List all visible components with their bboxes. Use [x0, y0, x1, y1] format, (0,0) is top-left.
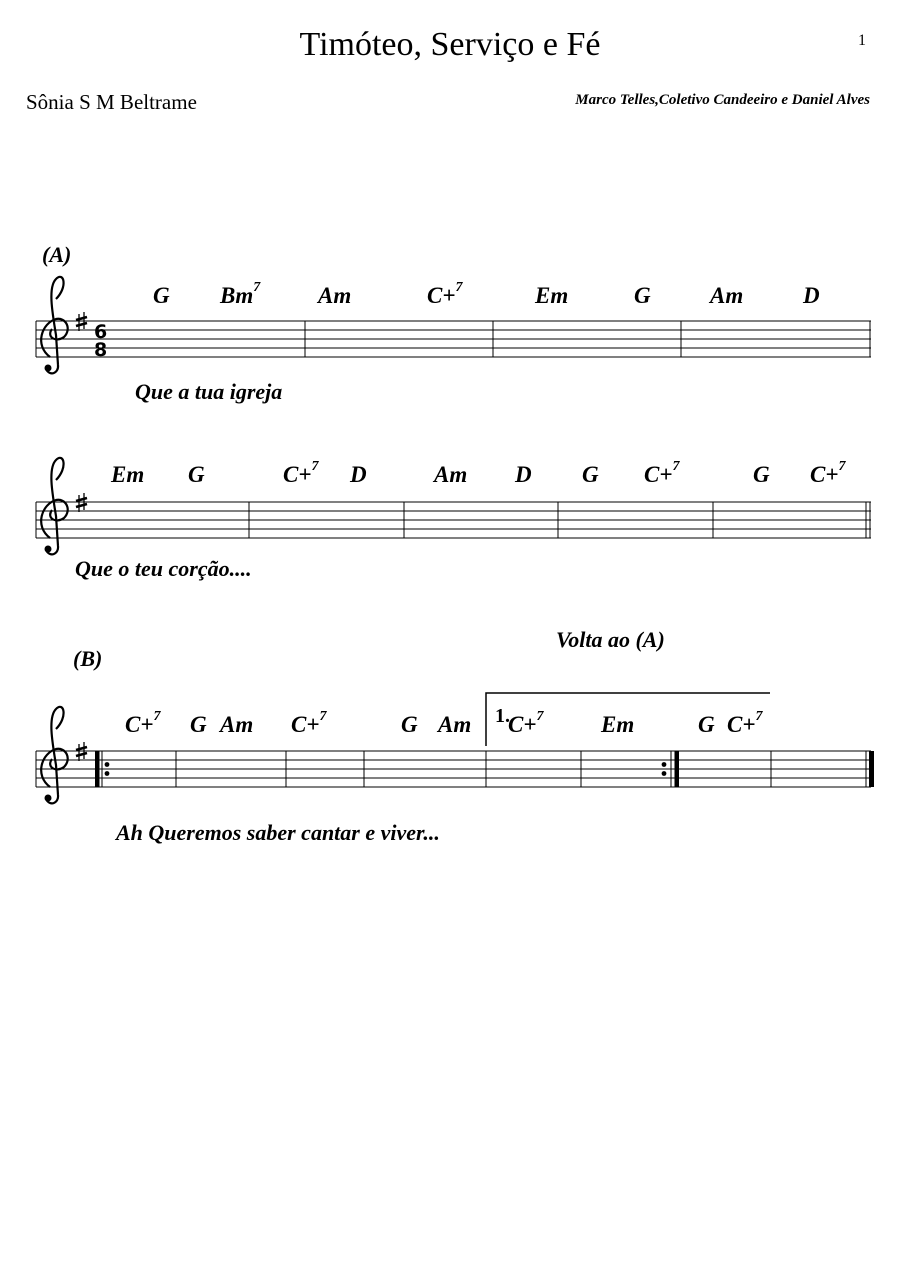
repeat-end-dots	[662, 762, 667, 767]
volta-number: 1.	[495, 705, 510, 727]
chord-symbol: C+$^7$	[291, 709, 327, 737]
treble-clef-icon	[41, 277, 68, 374]
treble-clef-icon	[41, 458, 68, 555]
chord-symbol: G	[582, 462, 599, 487]
arranger-credit: Sônia S M Beltrame	[26, 90, 197, 114]
chord-symbol: G	[698, 712, 715, 737]
chord-symbol: C+$^7$	[727, 709, 763, 737]
chord-symbol: Am	[318, 283, 352, 308]
time-signature-top: 6	[94, 321, 108, 343]
repeat-instruction: Volta ao (A)	[556, 627, 665, 652]
time-signature-bottom: 8	[94, 339, 108, 361]
chord-symbol: D	[515, 462, 532, 487]
lyric-line: Ah Queremos saber cantar e viver...	[116, 820, 440, 845]
chord-symbol: D	[350, 462, 367, 487]
repeat-start-barline	[95, 751, 100, 787]
chord-symbol: Am	[710, 283, 744, 308]
chord-symbol: Em	[601, 712, 635, 737]
final-barline	[869, 751, 874, 787]
treble-clef-icon	[41, 707, 68, 804]
chord-symbol: Bm$^7$	[220, 280, 261, 308]
rehearsal-mark-a: (A)	[42, 242, 72, 267]
composer-credit: Marco Telles,Coletivo Candeeiro e Daniel Alves	[575, 92, 870, 108]
chord-symbol: D	[803, 283, 820, 308]
chord-symbol: G	[634, 283, 651, 308]
repeat-end-barline	[675, 751, 680, 787]
chord-symbol: Em	[111, 462, 145, 487]
chord-symbol: G	[190, 712, 207, 737]
chord-symbol: Am	[220, 712, 254, 737]
chord-symbol: C+$^7$	[810, 459, 846, 487]
song-title: Timóteo, Serviço e Fé	[299, 26, 601, 63]
chord-symbol: G	[188, 462, 205, 487]
lyric-line: Que o teu corção....	[75, 556, 252, 581]
chord-symbol: C+$^7$	[427, 280, 463, 308]
chord-symbol: C+$^7$	[644, 459, 680, 487]
chord-symbol: Am	[438, 712, 472, 737]
chord-symbol: G	[401, 712, 418, 737]
chord-symbol: Am	[434, 462, 468, 487]
chord-symbol: Em	[535, 283, 569, 308]
chord-symbol: C+$^7$	[125, 709, 161, 737]
chord-symbol: C+$^7$	[283, 459, 319, 487]
chord-symbol: C+$^7$	[508, 709, 544, 737]
staff-system-3	[36, 693, 874, 803]
rehearsal-mark-b: (B)	[73, 646, 103, 671]
page-number: 1	[858, 32, 866, 49]
chord-symbol: G	[753, 462, 770, 487]
lyric-line: Que a tua igreja	[135, 379, 283, 404]
chord-symbol: G	[153, 283, 170, 308]
